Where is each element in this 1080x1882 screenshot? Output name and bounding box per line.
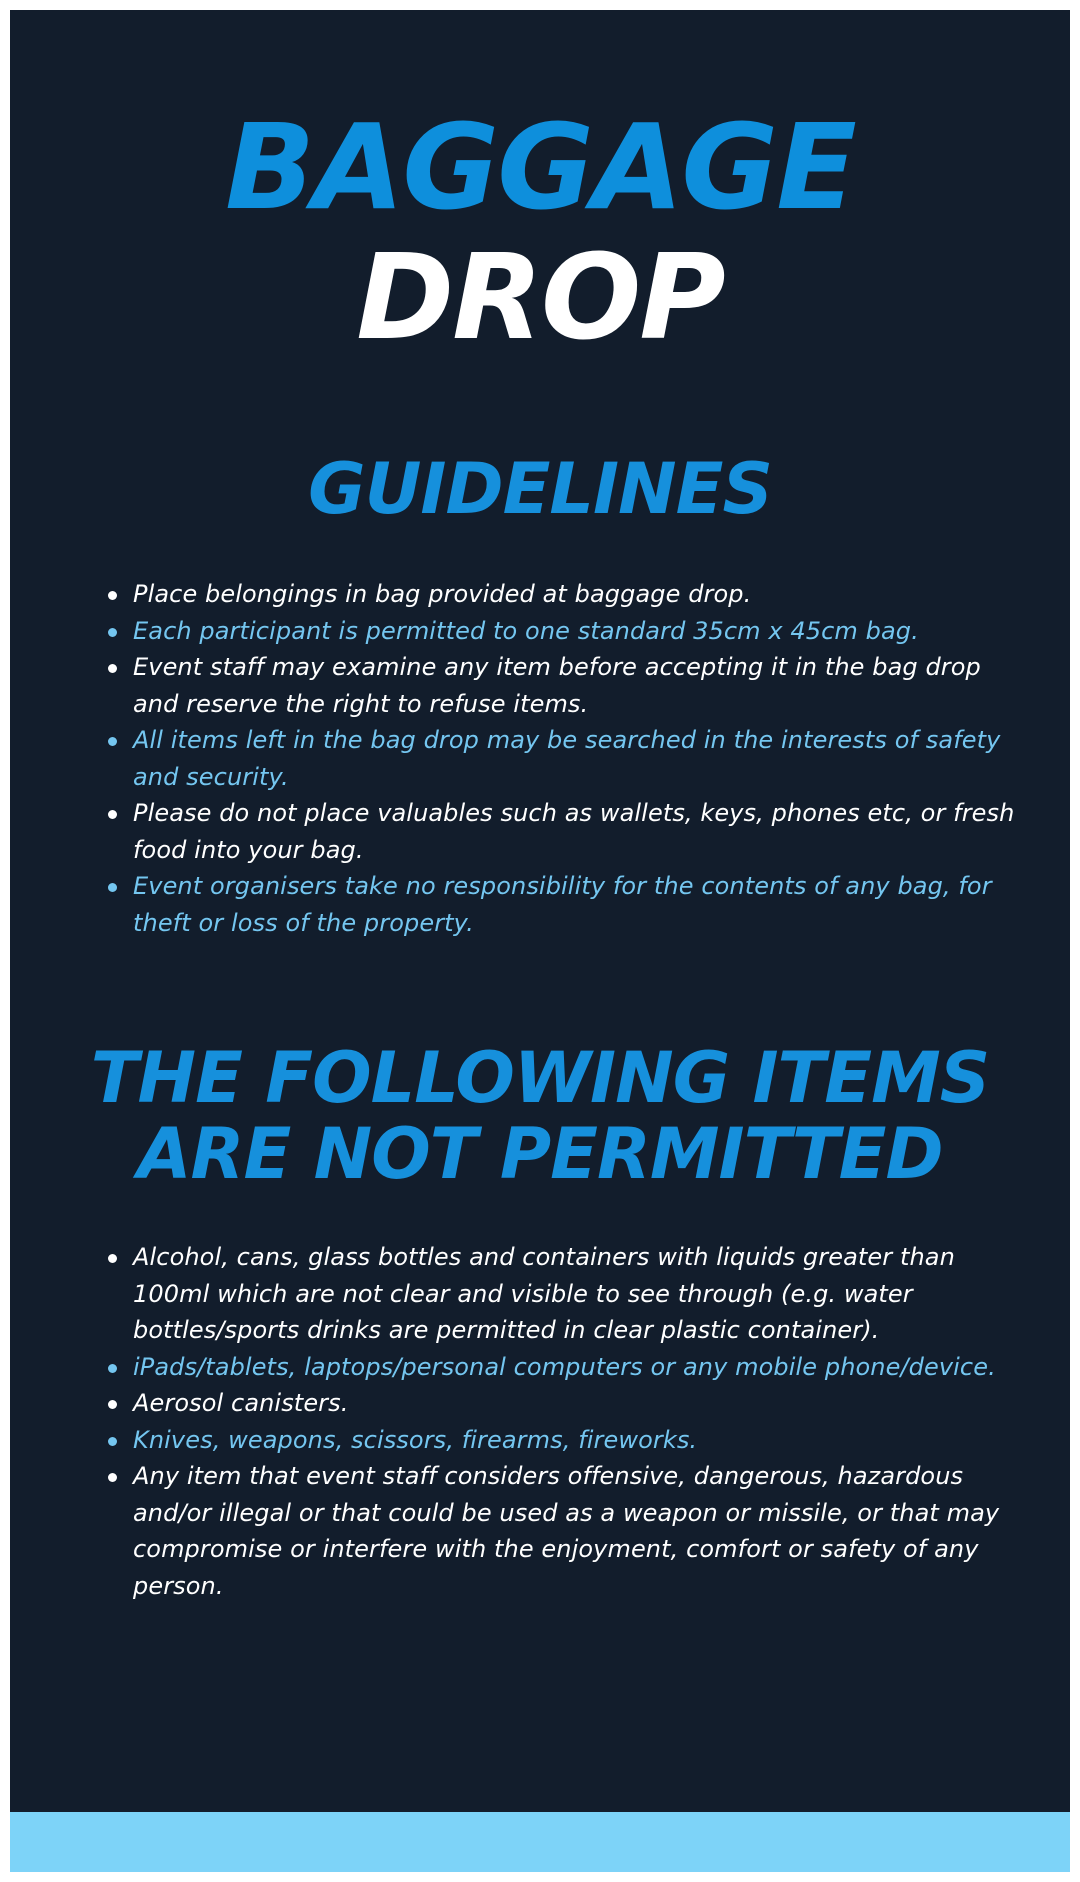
bullet-icon (108, 1473, 117, 1482)
bullet-icon (108, 810, 117, 819)
list-item (100, 1385, 1020, 1422)
not-permitted-list (100, 1239, 1020, 1604)
bullet-icon (108, 1400, 117, 1409)
bullet-icon (108, 1364, 117, 1373)
list-item-text: All items left in the bag drop may be searched in the interests of safety and security. (133, 726, 1001, 791)
guidelines-list (100, 576, 1020, 941)
list-item (100, 613, 1020, 650)
title-drop: DROP (356, 228, 724, 366)
list-item-text: Place belongings in bag provided at baggage drop. (133, 580, 752, 608)
bullet-icon (108, 591, 117, 600)
bullet-icon (108, 1254, 117, 1263)
footer-bar (10, 1812, 1070, 1872)
list-item (100, 1422, 1020, 1459)
bullet-icon (108, 737, 117, 746)
list-item-text: Event organisers take no responsibility for the contents of any bag, for theft or loss of the property. (133, 872, 992, 937)
not-permitted-heading-line1: THE FOLLOWING ITEMS (90, 1037, 990, 1119)
bullet-icon (108, 1437, 117, 1446)
list-item-text: iPads/tablets, laptops/personal computers or any mobile phone/device. (133, 1352, 996, 1381)
list-item (100, 868, 1020, 941)
bullet-icon (108, 883, 117, 892)
guidelines-heading: GUIDELINES (308, 448, 772, 530)
bullet-icon (108, 628, 117, 637)
not-permitted-heading-line2: ARE NOT PERMITTED (137, 1113, 943, 1195)
list-item-text: Please do not place valuables such as wallets, keys, phones etc, or fresh food into your bag. (133, 799, 1015, 864)
list-item (100, 1239, 1020, 1349)
poster-background (10, 10, 1070, 1872)
list-item (100, 722, 1020, 795)
list-item-text: Each participant is permitted to one standard 35cm x 45cm bag. (133, 616, 919, 645)
list-item-text: Aerosol canisters. (133, 1389, 349, 1417)
list-item (100, 576, 1020, 613)
list-item (100, 1458, 1020, 1604)
list-item-text: Event staff may examine any item before accepting it in the bag drop and reserve the right to refuse items. (133, 653, 981, 718)
bullet-icon (108, 664, 117, 673)
list-item-text: Knives, weapons, scissors, firearms, fireworks. (133, 1425, 698, 1454)
list-item (100, 795, 1020, 868)
list-item-text: Any item that event staff considers offensive, dangerous, hazardous and/or illegal or that could be used as a weapon or missile, or that may compromise or interfere with the enjoyment, comfort or safety of any person. (133, 1462, 1000, 1600)
list-item (100, 1349, 1020, 1386)
list-item (100, 649, 1020, 722)
title-baggage: BAGGAGE (225, 98, 855, 236)
list-item-text: Alcohol, cans, glass bottles and containers with liquids greater than 100ml which are not clear and visible to see through (e.g. water bottles/sports drinks are permitted in clear plastic container). (133, 1243, 955, 1344)
not-permitted-heading (10, 1037, 1070, 1195)
